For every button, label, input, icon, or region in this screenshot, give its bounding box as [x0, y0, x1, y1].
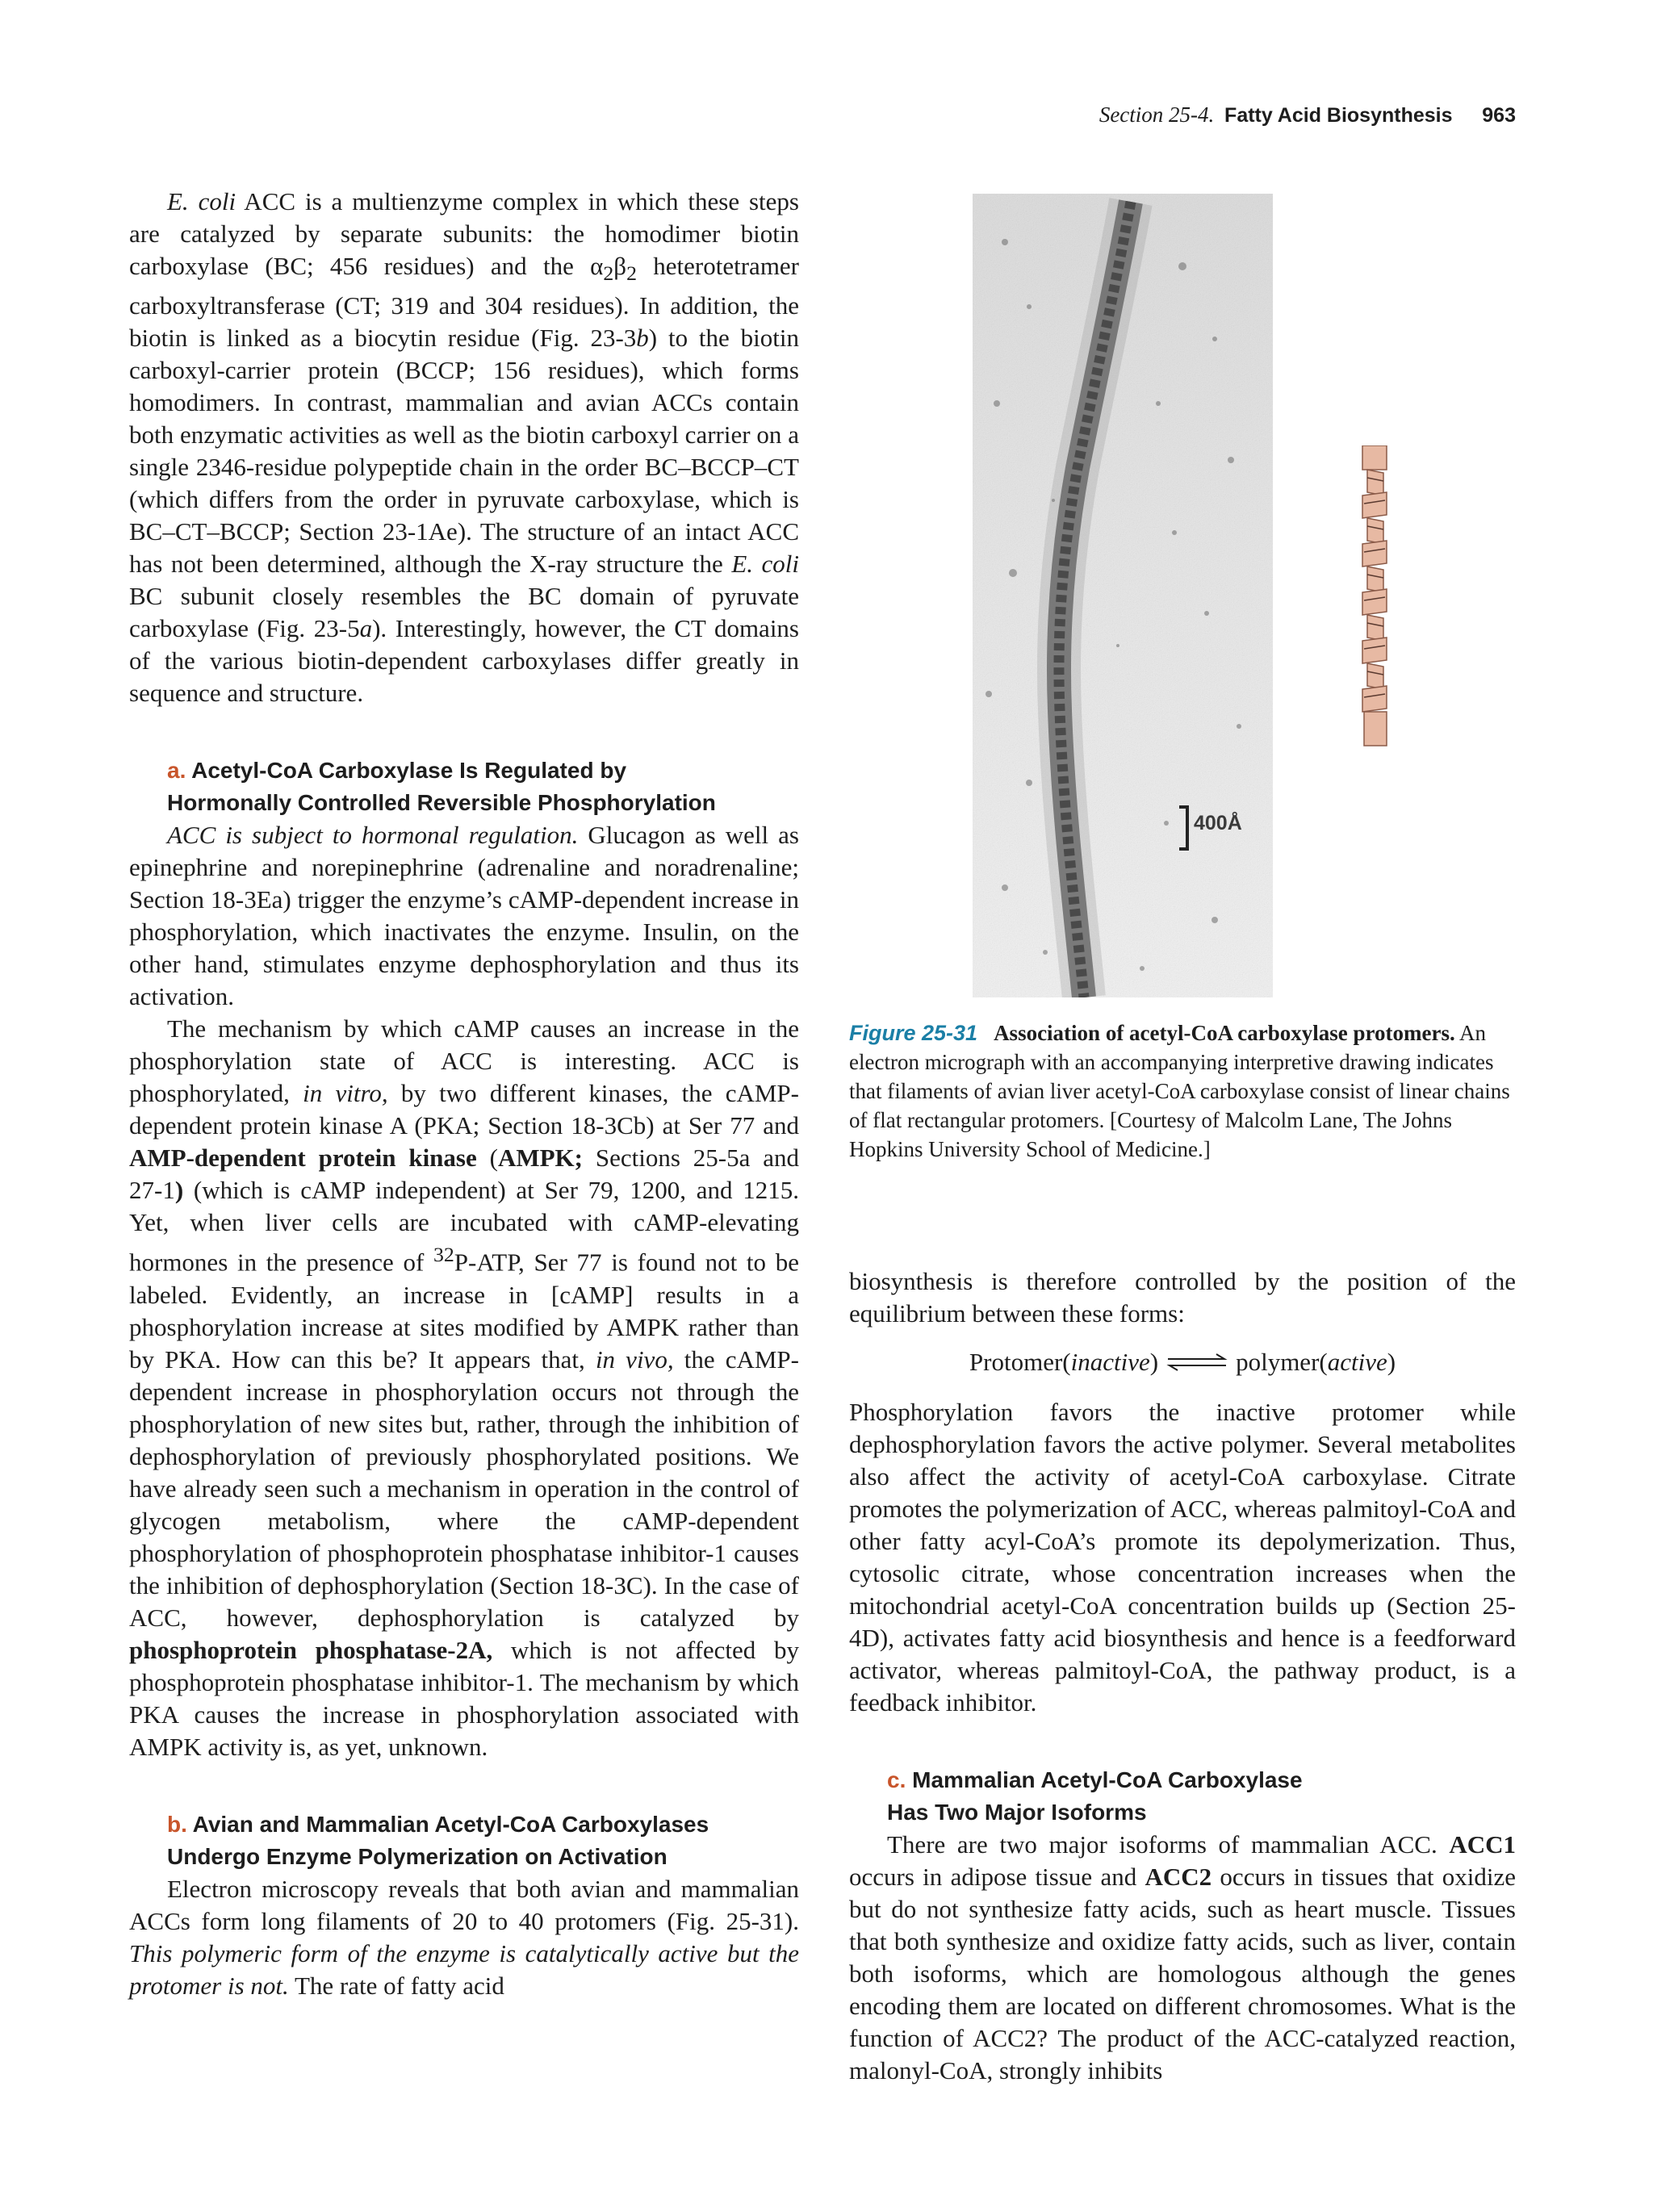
equilibrium-arrow-icon: [1166, 1353, 1228, 1371]
figure-caption: [849, 1018, 1516, 1164]
figure-label: Figure 25-31: [849, 1021, 978, 1045]
right-column: [849, 1265, 1516, 2087]
section-heading-c: c. Mammalian Acetyl-CoA Carboxylase Has Two Major Isoforms: [887, 1767, 1303, 1825]
paragraph-equilibrium: biosynthesis is therefore controlled by the position of the equilibrium between these forms:: [849, 1267, 1516, 1328]
figure-title: Association of acetyl-CoA carboxylase protomers.: [994, 1021, 1455, 1045]
equilibrium-equation: Protomer(inactive) polymer(active): [969, 1348, 1396, 1376]
paragraph-metabolites: Phosphorylation favors the inactive protomer while dephosphorylation favors the active polymer. Several metabolites also affect the activity of acetyl-CoA carboxylase. Citrate promotes the polymerization of ACC, whereas palmitoyl-CoA and other fatty acyl-CoA’s promote its depolymerization. Thus, cytosolic citrate, whose concentration increases when the mitochondrial acetyl-CoA concentration builds up (Section 25-4D), activates fatty acid biosynthesis and hence is a feedforward activator, whereas palmitoyl-CoA, the pathway product, is a feedback inhibitor.: [849, 1398, 1516, 1716]
paragraph-camp-mechanism: The mechanism by which cAMP causes an increase in the phosphorylation state of ACC is interesting. ACC is phosphorylated, in vitro, by two different kinases, the cAMP-dependent protein kinase A (PKA; Section 18-3Cb) at Ser 77 and AMP-dependent protein kinase (AMPK; Sections 25-5a and 27-1) (which is cAMP independent) at Ser 79, 1200, and 1215. Yet, when liver cells are incubated with cAMP-elevating hormones in the presence of $^{32}$P-ATP, Ser 77 is found not to be labeled. Evidently, an increase in [cAMP] results in a phosphorylation increase at sites modified by AMPK rather than by PKA. How can this be? It appears that, in vivo, the cAMP-dependent increase in phosphorylation occurs not through the phosphorylation of new sites but, rather, through the inhibition of dephosphorylation of previously phosphorylated positions. We have already seen such a mechanism in operation in the control of glycogen metabolism, where the cAMP-dependent phosphorylation of phosphoprotein phosphatase inhibitor-1 causes the inhibition of dephosphorylation (Section 18-3C). In the case of ACC, however, dephosphorylation is catalyzed by phosphoprotein phosphatase-2A, which is not affected by phosphoprotein phosphatase inhibitor-1. The mechanism by which PKA causes the increase in phosphorylation associated with AMPK activity is, as yet, unknown.: [129, 1014, 799, 1761]
section-label: Section 25-4.: [1099, 102, 1215, 127]
scale-label: 400Å: [1194, 812, 1242, 834]
left-column: [129, 186, 799, 2002]
protomer-drawing: [1356, 445, 1396, 748]
section-heading-b: b. Avian and Mammalian Acetyl-CoA Carboxylases Undergo Enzyme Polymerization on Activation: [167, 1811, 709, 1869]
paragraph-hormonal-regulation: ACC is subject to hormonal regulation. Glucagon as well as epinephrine and norepinephrine (adrenaline and noradrenaline; Section 18-3Ea) trigger the enzyme’s cAMP-dependent increase in phosphorylation, which inactivates the enzyme. Insulin, on the other hand, stimulates enzyme dephosphorylation and thus its activation.: [129, 821, 799, 1011]
page-number: 963: [1482, 104, 1516, 127]
paragraph-ecoli-acc: E. coli ACC is a multienzyme complex in which these steps are catalyzed by separate subunits: the homodimer biotin carboxylase (BC; 456 residues) and the $\alpha_2\beta_2$ heterotetramer carboxyltransferase (CT; 319 and 304 residues). In addition, the biotin is linked as a biocytin residue (Fig. 23-3b) to the biotin carboxyl-carrier protein (BCCP; 156 residues), which forms homodimers. In contrast, mammalian and avian ACCs contain both enzymatic activities as well as the biotin carboxyl carrier on a single 2346-residue polypeptide chain in the order BC–BCCP–CT (which differs from the order in pyruvate carboxylase, which is BC–CT–BCCP; Section 23-1Ae). The structure of an intact ACC has not been determined, although the X-ray structure the E. coli BC subunit closely resembles the BC domain of pyruvate carboxylase (Fig. 23-5a). Interestingly, however, the CT domains of the various biotin-dependent carboxylases differ greatly in sequence and structure.: [129, 187, 800, 708]
figure-25-31: [973, 194, 1273, 997]
electron-micrograph: [973, 194, 1273, 997]
section-title: Fatty Acid Biosynthesis: [1224, 104, 1453, 127]
paragraph-isoforms: There are two major isoforms of mammalian ACC. ACC1 occurs in adipose tissue and ACC2 occurs in tissues that oxidize but do not synthesize fatty acids, such as heart muscle. Tissues that both synthesize and oxidize fatty acids, such as liver, contain both isoforms, which are homologous although the genes encoding them are located on different chromosomes. What is the function of ACC2? The product of the ACC-catalyzed reaction, malonyl-CoA, strongly inhibits: [849, 1830, 1516, 2084]
figure-caption-text: An electron micrograph with an accompanying interpretive drawing indicates that filaments of avian liver acetyl-CoA carboxylase consist of linear chains of flat rectangular protomers. [Courtesy of Malcolm Lane, The Johns Hopkins University School of Medicine.]: [849, 1021, 1510, 1161]
paragraph-electron-microscopy: Electron microscopy reveals that both avian and mammalian ACCs form long filaments of 20 to 40 protomers (Fig. 25-31). This polymeric form of the enzyme is catalytically active but the protomer is not. The rate of fatty acid: [129, 1874, 799, 2000]
section-heading-a: a. Acetyl-CoA Carboxylase Is Regulated by Hormonally Controlled Reversible Phosphorylation: [167, 758, 716, 816]
running-header: [807, 100, 1516, 130]
